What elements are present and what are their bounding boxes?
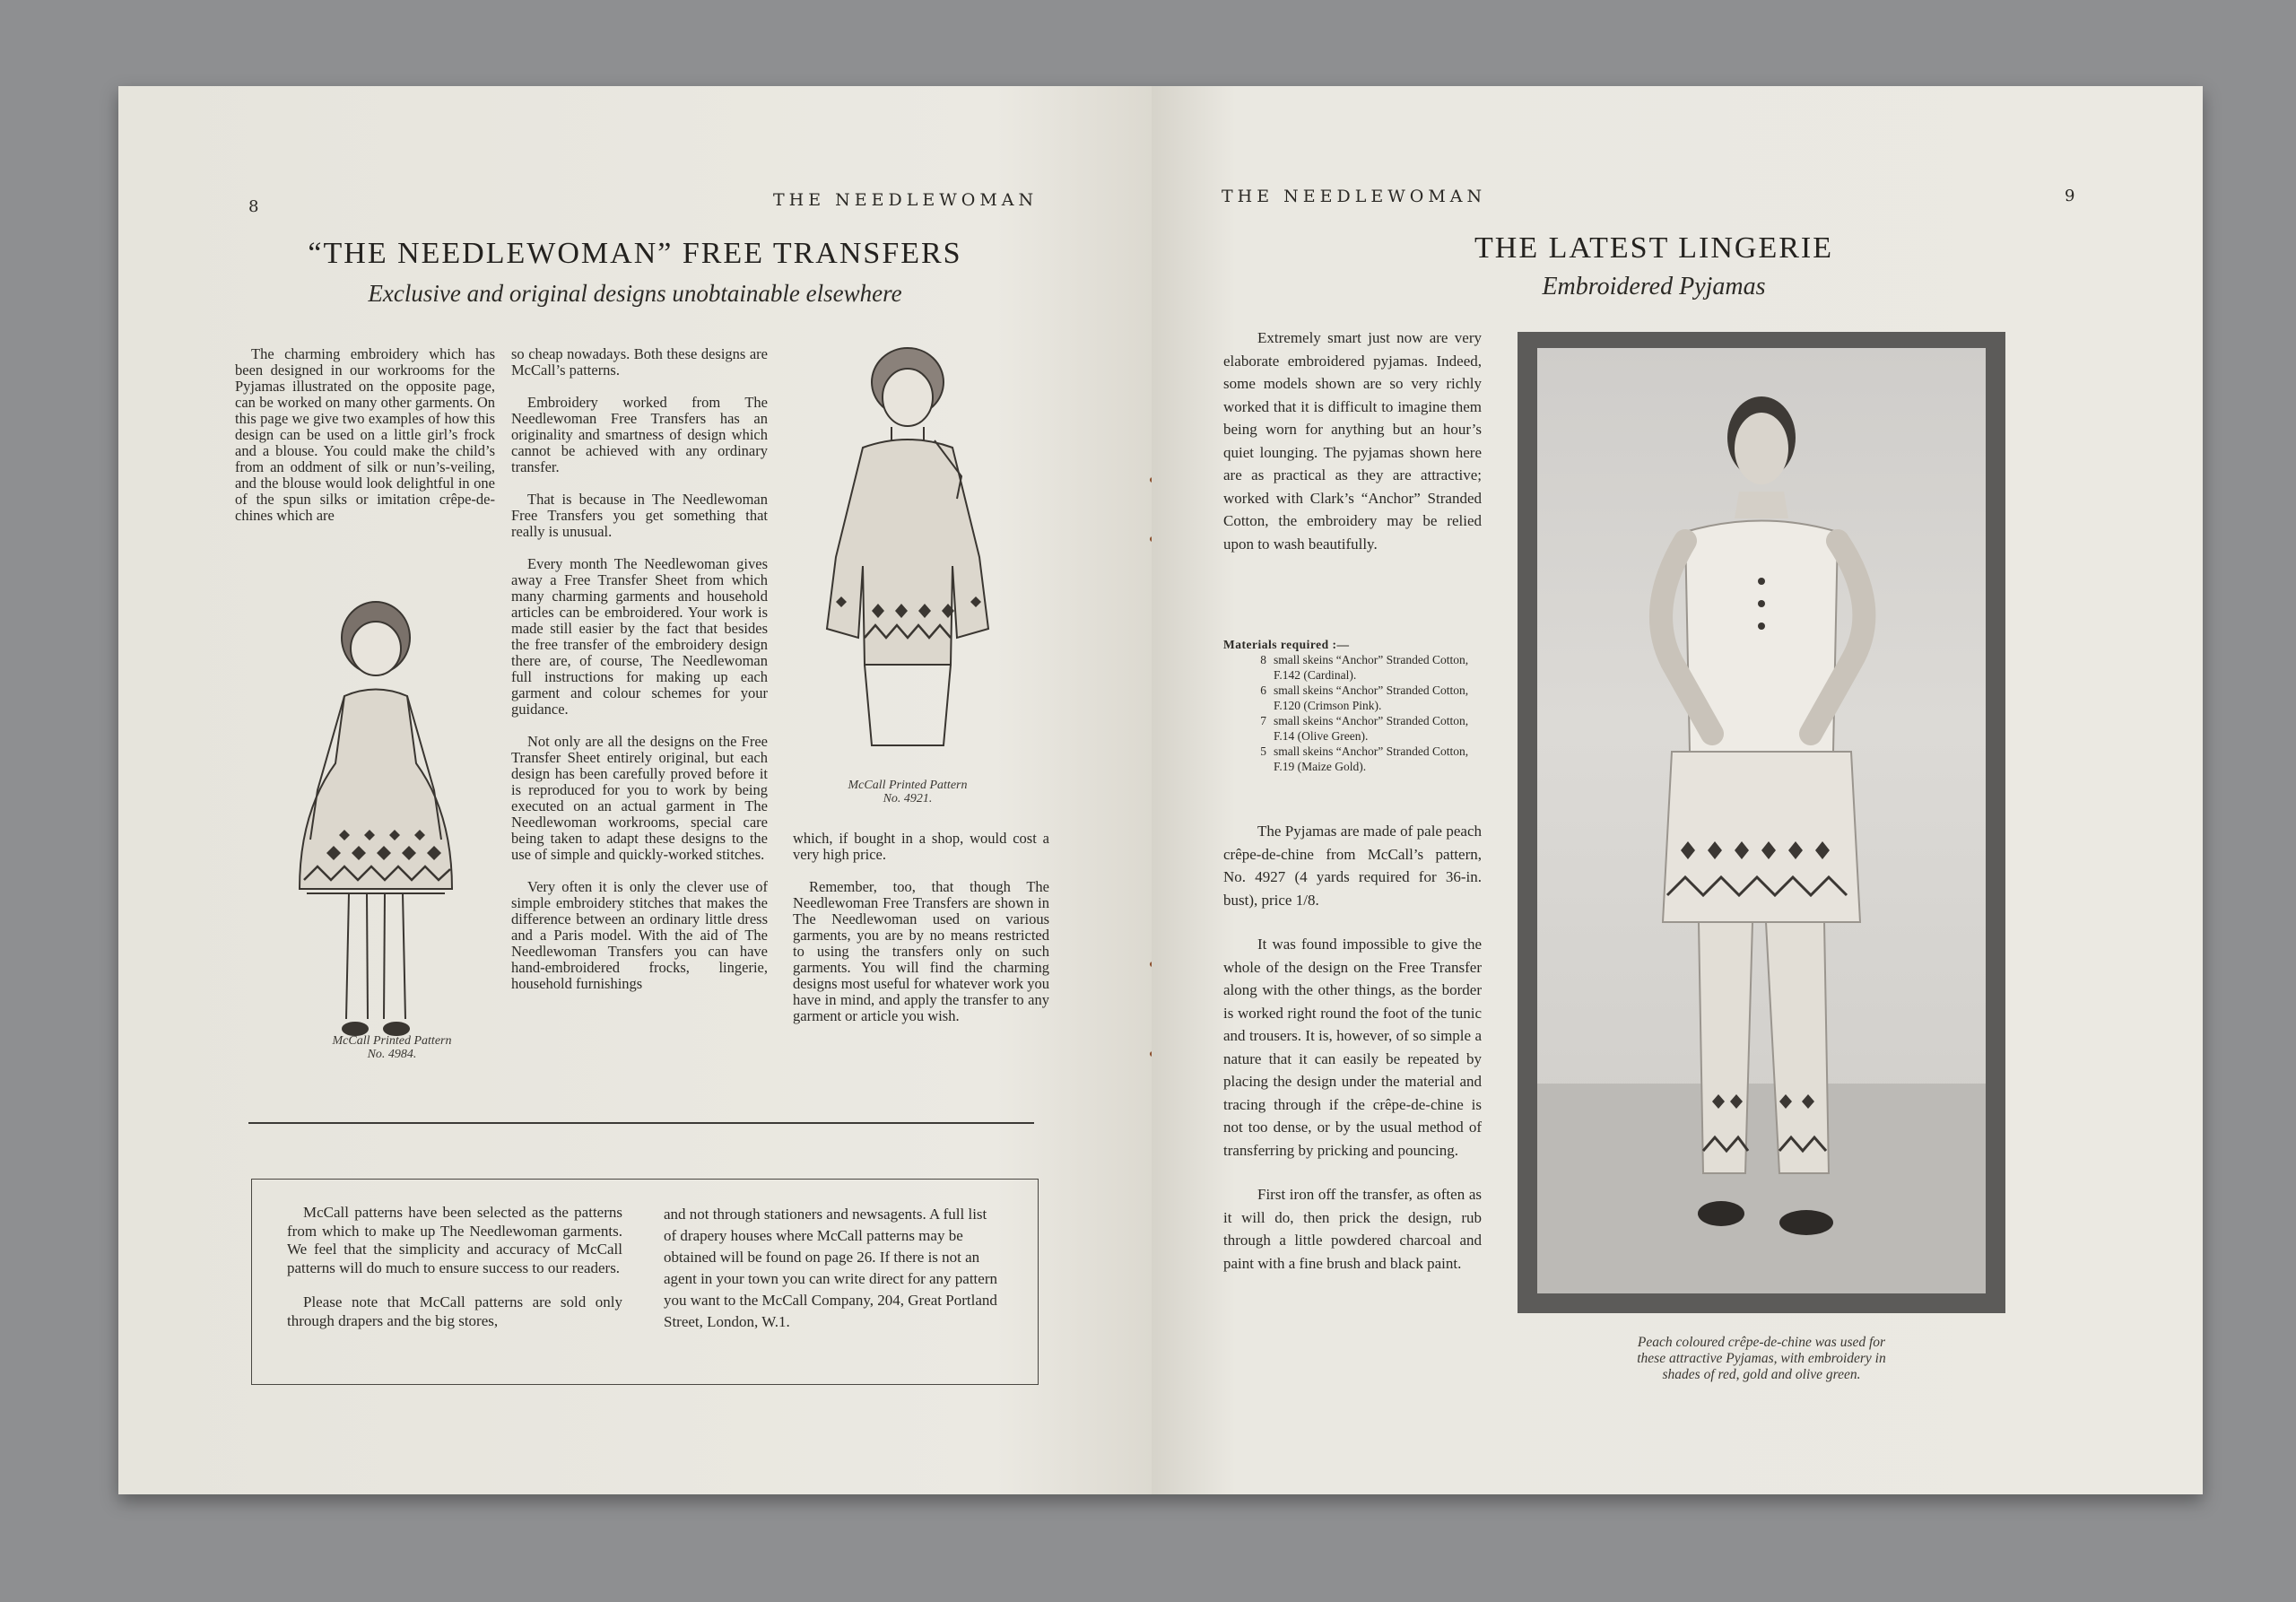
paragraph: Very often it is only the clever use of simple embroidery stitches that makes the difference between an ordinary little dress and a Paris model. With the aid of The Needlewoman Transfers you can have hand-embroidered frocks, lingerie, household furnishings (511, 878, 768, 992)
caption-line: No. 4984. (367, 1048, 417, 1061)
material-item (1223, 713, 1483, 744)
caption-child-pattern (280, 1034, 504, 1061)
running-head: THE NEEDLEWOMAN (1222, 187, 1487, 206)
model-figure (1537, 348, 1986, 1293)
magazine-spread (118, 86, 2203, 1494)
paragraph: It was found impossible to give the whole of the design on the Free Transfer along with the other things, as the border is worked right round the foot of the tunic and trousers. It is, however, of so simple a nature that it can easily be repeated by placing the design under the material and tracing through if the crêpe-de-chine is not too dense, or by the usual method of transferring by pricking and pouncing. (1223, 936, 1482, 1159)
paragraph: That is because in The Needlewoman Free Transfers you get something that really is unusual. (511, 491, 768, 540)
material-qty: 7 (1260, 714, 1266, 727)
paragraph: and not through stationers and newsagents. A full list of drapery houses where McCall patterns may be obtained will be found on page 26. If there is not an agent in your town you can write direct for any pattern you want to the McCall Company, 204, Great Portland Street, London, W.1. (664, 1206, 997, 1330)
material-text: small skeins “Anchor” Stranded Cotton, F.14 (Olive Green). (1274, 714, 1469, 743)
material-item (1223, 652, 1483, 683)
page-subtitle: Embroidered Pyjamas (1542, 273, 1766, 300)
notice-column-1 (287, 1204, 622, 1330)
paragraph: McCall patterns have been selected as the patterns from which to make up The Needlewoman garments. We feel that the simplicity and accuracy of McCall patterns will do much to ensure success to our readers. (287, 1204, 622, 1276)
material-text: small skeins “Anchor” Stranded Cotton, F.142 (Cardinal). (1274, 653, 1469, 682)
page-subtitle: Exclusive and original designs unobtainable elsewhere (368, 280, 902, 307)
running-head: THE NEEDLEWOMAN (773, 190, 1039, 210)
paragraph: The charming embroidery which has been designed in our workrooms for the Pyjamas illustrated on the opposite page, can be worked on many other garments. On this page we give two examples of how this design can be used on a little girl’s frock and a blouse. You could make the child’s from an oddment of silk or nun’s-veiling, and the blouse would look delightful in one of the spun silks or imitation crêpe-de-chines which are (235, 345, 495, 524)
right-page (1152, 86, 2203, 1494)
paragraph: The Pyjamas are made of pale peach crêpe-de-chine from McCall’s pattern, No. 4927 (4 yards required for 36-in. bust), price 1/8. (1223, 823, 1482, 909)
page-number: 9 (2065, 187, 2075, 205)
notice-column-2 (664, 1204, 997, 1333)
caption-blouse-pattern (800, 779, 1015, 805)
material-qty: 8 (1260, 653, 1266, 666)
material-item (1223, 683, 1483, 713)
material-text: small skeins “Anchor” Stranded Cotton, F.19 (Maize Gold). (1274, 744, 1469, 773)
page-number: 8 (248, 197, 259, 216)
horizontal-rule (248, 1122, 1034, 1124)
paragraph: First iron off the transfer, as often as it will do, then prick the design, rub through a little powdered charcoal and paint with a fine brush and black paint. (1223, 1186, 1482, 1272)
paragraph: so cheap nowadays. Both these designs are McCall’s patterns. (511, 345, 768, 379)
caption-line: McCall Printed Pattern (848, 779, 968, 792)
article-column-3 (793, 831, 1049, 1024)
paragraph: Not only are all the designs on the Free Transfer Sheet entirely original, but each design has been carefully proved before it is reproduced for you to work by being executed on an actual garment in The Needlewoman workrooms, special care being taken to adapt these designs to the use of simple and quickly-worked stitches. (511, 733, 768, 863)
caption-line: No. 4921. (883, 792, 933, 805)
materials-heading: Materials required :— (1223, 638, 1350, 651)
pyjamas-photograph (1537, 348, 1986, 1293)
body-text-lower (1223, 820, 1482, 1296)
left-page (118, 86, 1152, 1494)
material-qty: 6 (1260, 683, 1266, 697)
materials-list (1223, 637, 1483, 774)
caption-line: these attractive Pyjamas, with embroidery in (1637, 1351, 1886, 1366)
material-qty: 5 (1260, 744, 1266, 758)
article-column-1 (235, 346, 495, 524)
intro-paragraph (1223, 326, 1482, 577)
page-title: THE LATEST LINGERIE (1474, 231, 1833, 265)
caption-line: shades of red, gold and olive green. (1662, 1367, 1861, 1382)
paragraph: Please note that McCall patterns are sold only through drapers and the big stores, (287, 1293, 622, 1329)
caption-line: McCall Printed Pattern (332, 1034, 452, 1048)
photo-caption (1518, 1335, 2005, 1383)
paragraph: Embroidery worked from The Needlewoman Free Transfers has an originality and smartness of design which cannot be achieved with any ordinary transfer. (511, 394, 768, 475)
paragraph: which, if bought in a shop, would cost a very high price. (793, 830, 1049, 863)
page-title: “THE NEEDLEWOMAN” FREE TRANSFERS (308, 237, 962, 270)
paragraph: Remember, too, that though The Needlewoman Free Transfers are shown in The Needlewoman used on various garments, you are by no means restricted to using the transfers only on such garments. You will find the charming designs most useful for whatever work you have in mind, and apply the transfer to any garment or article you wish. (793, 878, 1049, 1024)
material-text: small skeins “Anchor” Stranded Cotton, F.120 (Crimson Pink). (1274, 683, 1469, 712)
blouse-illustration (809, 342, 1006, 781)
material-item (1223, 744, 1483, 774)
article-column-2 (511, 346, 768, 992)
caption-line: Peach coloured crêpe-de-chine was used for (1637, 1335, 1886, 1350)
paragraph: Extremely smart just now are very elaborate embroidered pyjamas. Indeed, some models shown are so very richly worked that it is difficult to imagine them being worn for anything but an hour’s quiet lounging. The pyjamas shown here are as practical as they are attractive; worked with Clark’s “Anchor” Stranded Cotton, the embroidery may be relied upon to wash beautifully. (1223, 329, 1482, 553)
paragraph: Every month The Needlewoman gives away a Free Transfer Sheet from which many charming garments and household articles can be embroidered. Your work is made still easier by the fact that besides the free transfer of the embroidery design there are, of course, The Needlewoman full instructions for making up each garment and colour schemes for your guidance. (511, 555, 768, 718)
